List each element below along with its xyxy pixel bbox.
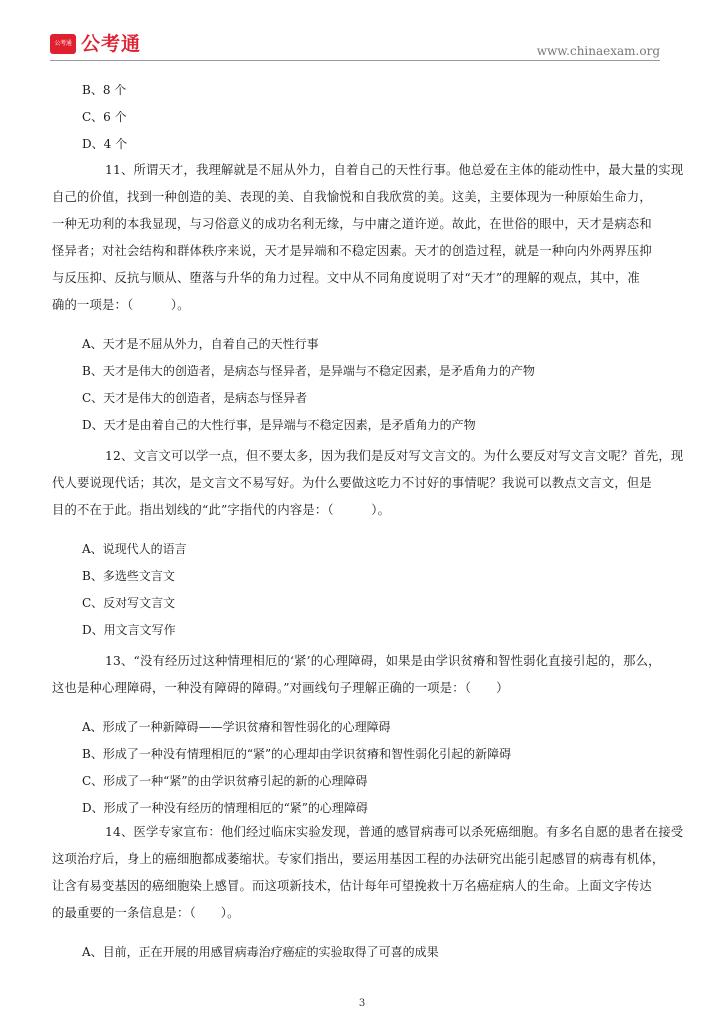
option-13-b: B、形成了一种没有情理相厄的“紧”的心理却由学识贫瘠和智性弱化引起的新障碍 bbox=[82, 747, 512, 761]
option-14-a: A、目前，正在开展的用感冒病毒治疗癌症的实验取得了可喜的成果 bbox=[82, 945, 439, 959]
option-10-c: C、6 个 bbox=[82, 110, 127, 124]
q12-line: 代人要说现代话；其次，是文言文不易写好。为什么要做这吃力不讨好的事情呢？我说可以教点文言文，但是 bbox=[52, 476, 652, 490]
logo-text: 公考通 bbox=[81, 33, 142, 55]
q14-line: 让含有易变基因的癌细胞染上感冒。而这项新技术，估计每年可望挽救十万名癌症病人的生命。上面文字传达 bbox=[52, 879, 652, 893]
option-11-a: A、天才是不屈从外力，自着自己的天性行事 bbox=[82, 337, 319, 351]
site-url: www.chinaexam.org bbox=[536, 44, 660, 58]
option-12-a: A、说现代人的语言 bbox=[82, 542, 187, 556]
option-13-d: D、形成了一种没有经历的情理相厄的“紧”的心理障碍 bbox=[82, 801, 368, 815]
q11-line: 一种无功利的本我显现，与习俗意义的成功名利无缘，与中庸之道许逆。故此，在世俗的眼中，天才是病态和 bbox=[52, 217, 652, 231]
q11-line: 与反压抑、反抗与顺从、堕落与升华的角力过程。文中从不同角度说明了对“天才”的理解的观点，其中，准 bbox=[52, 271, 640, 285]
option-12-c: C、反对写文言文 bbox=[82, 596, 176, 610]
page-number: 3 bbox=[358, 998, 366, 1009]
q11-line: 怪异者；对社会结构和群体秩序来说，天才是异端和不稳定因素。天才的创造过程，就是一种向内外两界压抑 bbox=[52, 244, 652, 258]
page-header bbox=[0, 0, 724, 62]
q12-line: 12、文言文可以学一点，但不要太多，因为我们是反对写文言文的。为什么要反对写文言文呢？首先，现 bbox=[105, 449, 684, 463]
option-10-d: D、4 个 bbox=[82, 137, 128, 151]
q13-line: 13、“没有经历过这种情理相厄的‘紧’的心理障碍，如果是由学识贫瘠和智性弱化直接引起的，那么， bbox=[105, 654, 661, 668]
option-13-c: C、形成了一种“紧”的由学识贫瘠引起的新的心理障碍 bbox=[82, 774, 368, 788]
q11-line: 11、所谓天才，我理解就是不屈从外力，自着自己的天性行事。他总爱在主体的能动性中，最大量的实现 bbox=[105, 163, 684, 177]
option-12-b: B、多选些文言文 bbox=[82, 569, 175, 583]
option-11-d: D、天才是由着自己的大性行事，是异端与不稳定因素，是矛盾角力的产物 bbox=[82, 418, 476, 432]
q14-line: 14、医学专家宣布：他们经过临床实验发现，普通的感冒病毒可以杀死癌细胞。有多名自愿的患者在接受 bbox=[105, 825, 684, 839]
brand-logo bbox=[50, 33, 141, 55]
option-11-b: B、天才是伟大的创造者，是病态与怪异者，是异端与不稳定因素，是矛盾角力的产物 bbox=[82, 364, 535, 378]
q14-line: 的最重要的一条信息是：（ ）。 bbox=[52, 906, 240, 920]
q13-line: 这也是种心理障碍，一种没有障碍的障碍。”对画线句子理解正确的一项是：（ ） bbox=[52, 681, 509, 695]
logo-icon: 公考通 bbox=[50, 34, 76, 54]
option-12-d: D、用文言文写作 bbox=[82, 623, 176, 637]
header-divider bbox=[50, 60, 660, 61]
q11-line: 自己的价值，找到一种创造的美、表现的美、自我愉悦和自我欣赏的美。这美，主要体现为一种原始生命力， bbox=[52, 190, 652, 204]
option-13-a: A、形成了一种新障碍——学识贫瘠和智性弱化的心理障碍 bbox=[82, 720, 391, 734]
q11-line: 确的一项是：（ ）。 bbox=[52, 298, 190, 312]
q12-line: 目的不在于此。指出划线的“此”字指代的内容是：（ ）。 bbox=[52, 503, 391, 517]
option-10-b: B、8 个 bbox=[82, 83, 127, 97]
option-11-c: C、天才是伟大的创造者，是病态与怪异者 bbox=[82, 391, 308, 405]
q14-line: 这项治疗后，身上的癌细胞都成萎缩状。专家们指出，要运用基因工程的办法研究出能引起感冒的病毒有机体， bbox=[52, 852, 665, 866]
